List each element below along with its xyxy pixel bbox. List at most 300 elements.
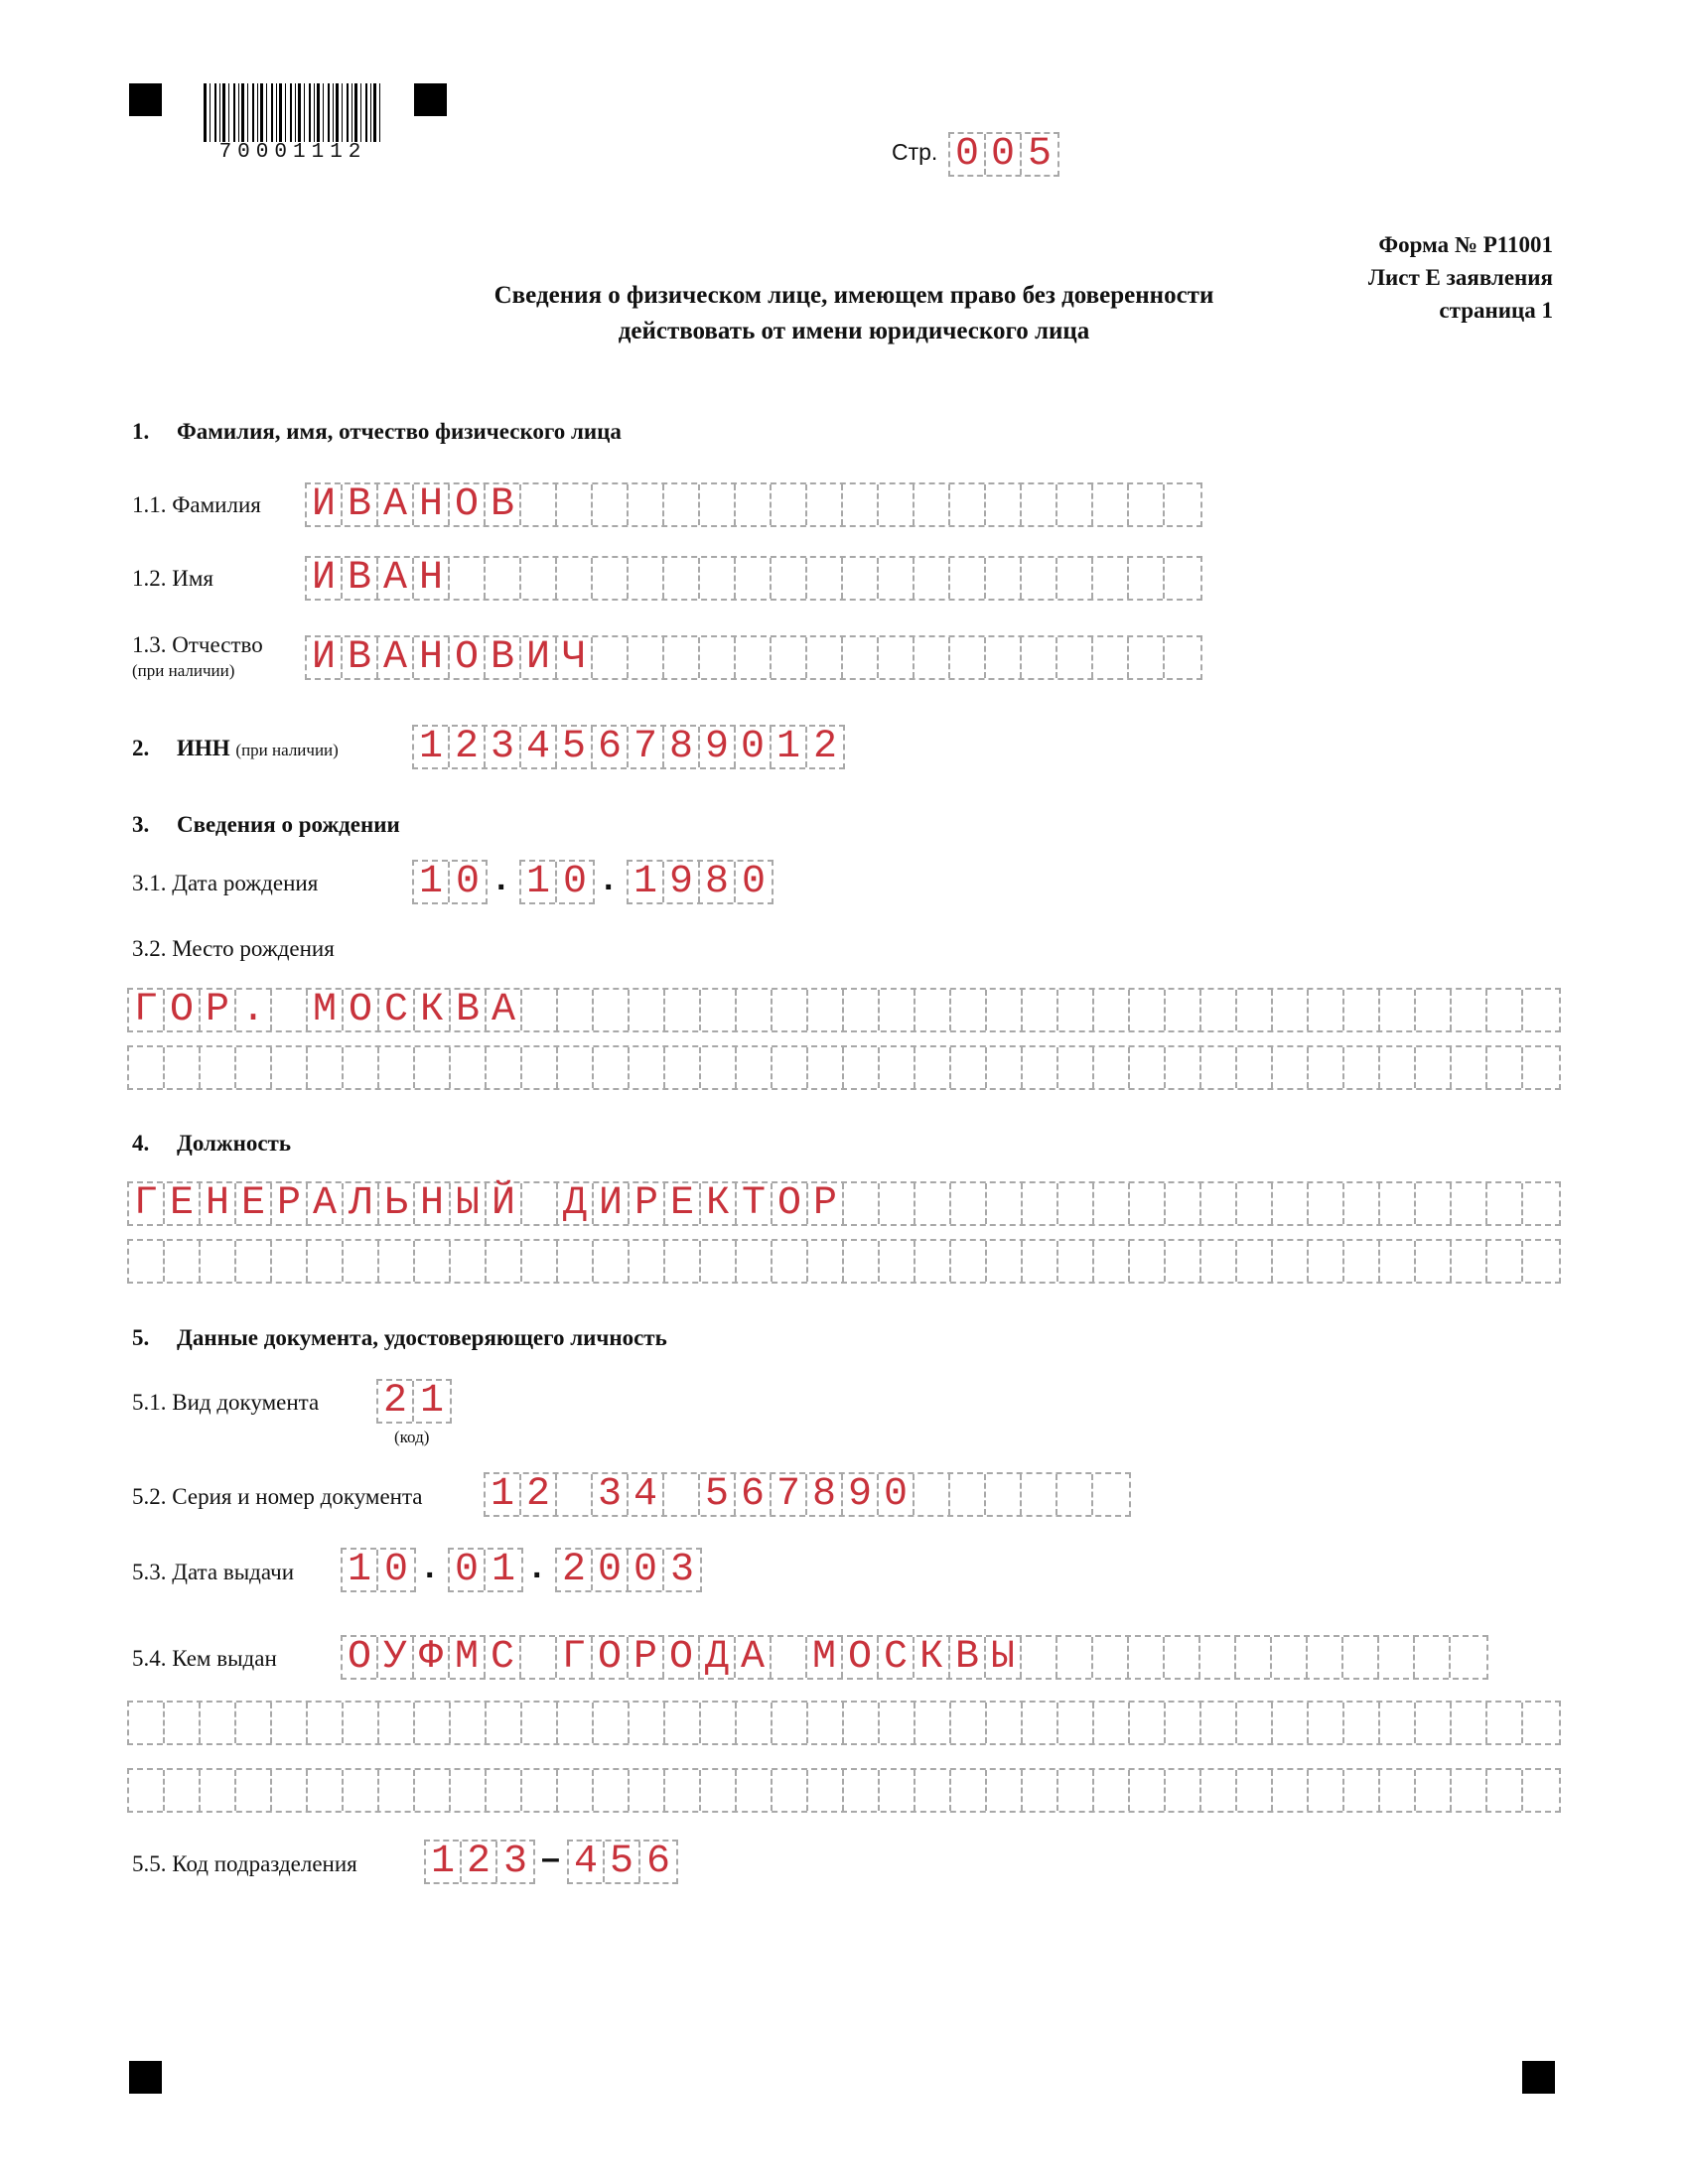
page-number-field[interactable] bbox=[948, 132, 1059, 177]
char-cell bbox=[807, 637, 843, 678]
birth-place-field-line-2[interactable] bbox=[127, 1045, 1561, 1090]
name-field[interactable] bbox=[305, 556, 1202, 601]
char-cell: В bbox=[486, 484, 521, 525]
char-cell: 5 bbox=[605, 1842, 640, 1882]
corner-marker-top-left bbox=[129, 83, 162, 116]
char-cell bbox=[737, 1770, 773, 1811]
date-separator: . bbox=[425, 1548, 435, 1585]
char-cell bbox=[1273, 1241, 1309, 1282]
char-cell bbox=[987, 1703, 1023, 1743]
char-cell bbox=[1093, 558, 1129, 599]
char-cell bbox=[1344, 1047, 1380, 1088]
series-number-field[interactable] bbox=[484, 1472, 1131, 1517]
division-code-label: 5.5. Код подразделения bbox=[132, 1851, 357, 1876]
char-cell bbox=[1022, 1637, 1057, 1678]
division-code-separator: – bbox=[541, 1840, 560, 1877]
char-cell bbox=[843, 484, 879, 525]
char-cell bbox=[522, 1047, 558, 1088]
issue-month-field[interactable] bbox=[448, 1548, 523, 1592]
char-cell bbox=[665, 1703, 701, 1743]
char-cell bbox=[1452, 1241, 1487, 1282]
char-cell bbox=[1523, 1241, 1559, 1282]
char-cell bbox=[1416, 1770, 1452, 1811]
char-cell bbox=[1344, 1183, 1380, 1224]
char-cell: Р bbox=[630, 1183, 665, 1224]
char-cell bbox=[1380, 1183, 1416, 1224]
char-cell: 3 bbox=[486, 727, 521, 767]
char-cell: 1 bbox=[772, 727, 807, 767]
char-cell bbox=[844, 1241, 880, 1282]
char-cell: В bbox=[343, 558, 378, 599]
char-cell bbox=[701, 1241, 737, 1282]
char-cell: К bbox=[914, 1637, 950, 1678]
char-cell: И bbox=[307, 637, 343, 678]
char-cell bbox=[1487, 1047, 1523, 1088]
char-cell bbox=[844, 1183, 880, 1224]
section-2-heading bbox=[132, 736, 339, 761]
char-cell bbox=[379, 1703, 415, 1743]
char-cell bbox=[1058, 1183, 1094, 1224]
char-cell bbox=[129, 1770, 165, 1811]
char-cell bbox=[807, 558, 843, 599]
char-cell bbox=[1023, 1183, 1058, 1224]
char-cell bbox=[451, 1047, 487, 1088]
char-cell bbox=[1023, 1770, 1058, 1811]
char-cell: Г bbox=[557, 1637, 593, 1678]
char-cell bbox=[880, 990, 915, 1030]
char-cell bbox=[915, 990, 951, 1030]
char-cell: 1 bbox=[629, 862, 664, 902]
char-cell bbox=[808, 1703, 844, 1743]
char-cell bbox=[1201, 1183, 1237, 1224]
char-cell bbox=[951, 1241, 987, 1282]
birth-month-field[interactable] bbox=[519, 860, 595, 904]
char-cell bbox=[236, 1770, 272, 1811]
char-cell bbox=[879, 637, 914, 678]
char-cell: 5 bbox=[557, 727, 593, 767]
char-cell: О bbox=[843, 1637, 879, 1678]
char-cell bbox=[1237, 1241, 1273, 1282]
division-code-field-part-2[interactable] bbox=[567, 1840, 678, 1884]
char-cell: 0 bbox=[741, 859, 766, 904]
char-cell bbox=[665, 1047, 701, 1088]
char-cell: 2 bbox=[378, 1381, 414, 1422]
char-cell bbox=[843, 637, 879, 678]
char-cell bbox=[808, 1770, 844, 1811]
char-cell bbox=[915, 1703, 951, 1743]
birth-place-field-line-1[interactable] bbox=[127, 988, 1561, 1032]
char-cell bbox=[1057, 637, 1093, 678]
char-cell bbox=[1309, 990, 1344, 1030]
issue-date-label: 5.3. Дата выдачи bbox=[132, 1560, 295, 1584]
char-cell bbox=[1487, 1183, 1523, 1224]
char-cell bbox=[664, 1474, 700, 1515]
char-cell bbox=[1058, 1241, 1094, 1282]
char-cell: 7 bbox=[629, 727, 664, 767]
patronymic-sublabel: (при наличии) bbox=[132, 661, 235, 680]
char-cell bbox=[1166, 990, 1201, 1030]
char-cell: Д bbox=[700, 1637, 736, 1678]
char-cell bbox=[487, 1047, 522, 1088]
char-cell: 3 bbox=[593, 1474, 629, 1515]
char-cell bbox=[1344, 1241, 1380, 1282]
char-cell bbox=[1201, 990, 1237, 1030]
char-cell bbox=[987, 1183, 1023, 1224]
char-cell: Р bbox=[272, 1183, 308, 1224]
char-cell bbox=[1166, 1770, 1201, 1811]
issued-by-field-line-2[interactable] bbox=[127, 1701, 1561, 1745]
char-cell bbox=[415, 1047, 451, 1088]
inn-field[interactable] bbox=[412, 725, 845, 769]
char-cell bbox=[773, 1770, 808, 1811]
char-cell bbox=[700, 637, 736, 678]
char-cell bbox=[1452, 1770, 1487, 1811]
char-cell bbox=[987, 990, 1023, 1030]
char-cell: Ь bbox=[379, 1183, 415, 1224]
char-cell bbox=[914, 1474, 950, 1515]
char-cell bbox=[880, 1770, 915, 1811]
char-cell bbox=[1201, 1770, 1237, 1811]
char-cell: Н bbox=[414, 637, 450, 678]
char-cell bbox=[1201, 1047, 1237, 1088]
char-cell bbox=[1093, 1637, 1129, 1678]
char-cell bbox=[950, 484, 986, 525]
char-cell bbox=[379, 1047, 415, 1088]
char-cell bbox=[1129, 558, 1165, 599]
char-cell: О bbox=[773, 1183, 808, 1224]
char-cell bbox=[844, 1703, 880, 1743]
char-cell bbox=[629, 637, 664, 678]
char-cell bbox=[593, 637, 629, 678]
char-cell bbox=[1380, 1770, 1416, 1811]
char-cell: 0 bbox=[593, 1550, 629, 1590]
char-cell: А bbox=[378, 558, 414, 599]
char-cell bbox=[1344, 1770, 1380, 1811]
char-cell bbox=[986, 1474, 1022, 1515]
char-cell bbox=[880, 1703, 915, 1743]
char-cell bbox=[951, 1047, 987, 1088]
char-cell bbox=[844, 1770, 880, 1811]
char-cell bbox=[1058, 1770, 1094, 1811]
char-cell bbox=[915, 1183, 951, 1224]
char-cell bbox=[522, 1703, 558, 1743]
char-cell bbox=[665, 1770, 701, 1811]
char-cell bbox=[558, 1703, 594, 1743]
char-cell bbox=[1165, 558, 1200, 599]
series-number-label: 5.2. Серия и номер документа bbox=[132, 1484, 423, 1509]
char-cell bbox=[1452, 990, 1487, 1030]
char-cell bbox=[1415, 1637, 1451, 1678]
char-cell bbox=[487, 1770, 522, 1811]
char-cell bbox=[1237, 1183, 1273, 1224]
char-cell: С bbox=[486, 1637, 521, 1678]
char-cell bbox=[630, 1770, 665, 1811]
char-cell bbox=[1165, 1637, 1200, 1678]
position-field-line-2[interactable] bbox=[127, 1239, 1561, 1284]
char-cell bbox=[1452, 1047, 1487, 1088]
division-code-field-part-1[interactable] bbox=[424, 1840, 535, 1884]
char-cell bbox=[1094, 1047, 1130, 1088]
char-cell bbox=[272, 1703, 308, 1743]
char-cell: С bbox=[879, 1637, 914, 1678]
char-cell bbox=[1094, 1183, 1130, 1224]
char-cell bbox=[593, 484, 629, 525]
char-cell bbox=[773, 1241, 808, 1282]
char-cell bbox=[1487, 990, 1523, 1030]
char-cell: У bbox=[378, 1637, 414, 1678]
birth-year-field[interactable] bbox=[627, 860, 774, 904]
char-cell bbox=[1130, 1241, 1166, 1282]
char-cell bbox=[1416, 1047, 1452, 1088]
char-cell bbox=[558, 990, 594, 1030]
char-cell bbox=[700, 484, 736, 525]
char-cell bbox=[1023, 990, 1058, 1030]
char-cell bbox=[1093, 484, 1129, 525]
char-cell: Е bbox=[236, 1183, 272, 1224]
char-cell: О bbox=[343, 1637, 378, 1678]
char-cell: 0 bbox=[455, 859, 480, 904]
char-cell bbox=[450, 558, 486, 599]
form-header bbox=[1368, 228, 1553, 327]
char-cell: 8 bbox=[807, 1474, 843, 1515]
char-cell bbox=[1166, 1047, 1201, 1088]
char-cell: Ы bbox=[986, 1637, 1022, 1678]
page-title bbox=[407, 278, 1301, 349]
char-cell bbox=[1344, 990, 1380, 1030]
char-cell: 2 bbox=[812, 724, 837, 769]
char-cell bbox=[593, 558, 629, 599]
char-cell bbox=[236, 1047, 272, 1088]
char-cell bbox=[1130, 990, 1166, 1030]
char-cell bbox=[701, 1770, 737, 1811]
char-cell bbox=[1452, 1703, 1487, 1743]
char-cell bbox=[415, 1241, 451, 1282]
char-cell: 2 bbox=[462, 1842, 497, 1882]
char-cell: 4 bbox=[629, 1474, 664, 1515]
char-cell: М bbox=[308, 990, 344, 1030]
char-cell bbox=[950, 558, 986, 599]
char-cell bbox=[1523, 1047, 1559, 1088]
section-title: Должность bbox=[177, 1131, 292, 1156]
char-cell bbox=[594, 1241, 630, 1282]
char-cell bbox=[201, 1770, 236, 1811]
char-cell bbox=[1022, 1474, 1057, 1515]
char-cell bbox=[558, 1241, 594, 1282]
char-cell bbox=[522, 1183, 558, 1224]
char-cell bbox=[736, 484, 772, 525]
char-cell bbox=[629, 558, 664, 599]
char-cell: О bbox=[165, 990, 201, 1030]
char-cell bbox=[1272, 1637, 1308, 1678]
char-cell bbox=[1023, 1047, 1058, 1088]
char-cell: Н bbox=[414, 558, 450, 599]
char-cell: 2 bbox=[450, 727, 486, 767]
char-cell: О bbox=[450, 637, 486, 678]
section-3-heading bbox=[132, 812, 400, 838]
char-cell bbox=[1129, 1637, 1165, 1678]
char-cell bbox=[630, 1047, 665, 1088]
char-cell: 6 bbox=[736, 1474, 772, 1515]
char-cell bbox=[1487, 1703, 1523, 1743]
form-sheet: Лист Е заявления bbox=[1367, 265, 1553, 290]
issue-year-field[interactable] bbox=[555, 1548, 702, 1592]
char-cell: . bbox=[236, 990, 272, 1030]
char-cell bbox=[201, 1047, 236, 1088]
char-cell bbox=[129, 1241, 165, 1282]
char-cell bbox=[1273, 1183, 1309, 1224]
char-cell: Р bbox=[629, 1637, 664, 1678]
issue-day-field[interactable] bbox=[341, 1548, 416, 1592]
char-cell bbox=[522, 1241, 558, 1282]
issued-by-field-line-1[interactable] bbox=[341, 1635, 1488, 1680]
surname-field[interactable] bbox=[305, 482, 1202, 527]
char-cell bbox=[1344, 1703, 1380, 1743]
char-cell: Д bbox=[558, 1183, 594, 1224]
section-number: 4. bbox=[132, 1131, 150, 1156]
char-cell bbox=[1309, 1703, 1344, 1743]
birth-day-field[interactable] bbox=[412, 860, 488, 904]
char-cell: В bbox=[343, 484, 378, 525]
char-cell bbox=[987, 1770, 1023, 1811]
char-cell bbox=[522, 990, 558, 1030]
char-cell bbox=[1416, 990, 1452, 1030]
char-cell bbox=[521, 484, 557, 525]
section-1-heading bbox=[132, 419, 622, 445]
char-cell bbox=[1094, 1703, 1130, 1743]
char-cell bbox=[1380, 990, 1416, 1030]
char-cell: М bbox=[450, 1637, 486, 1678]
char-cell: Ф bbox=[414, 1637, 450, 1678]
char-cell bbox=[379, 1770, 415, 1811]
char-cell bbox=[1093, 637, 1129, 678]
section-number: 3. bbox=[132, 812, 150, 837]
char-cell bbox=[379, 1241, 415, 1282]
char-cell bbox=[664, 484, 700, 525]
char-cell bbox=[557, 1474, 593, 1515]
section-number: 2. bbox=[132, 736, 150, 760]
char-cell bbox=[950, 1474, 986, 1515]
char-cell bbox=[344, 1770, 379, 1811]
char-cell bbox=[1023, 1703, 1058, 1743]
char-cell bbox=[344, 1047, 379, 1088]
char-cell bbox=[1058, 1703, 1094, 1743]
char-cell: В bbox=[950, 1637, 986, 1678]
char-cell: О bbox=[450, 484, 486, 525]
section-title: Данные документа, удостоверяющего личность bbox=[177, 1325, 667, 1350]
char-cell bbox=[165, 1770, 201, 1811]
char-cell bbox=[664, 558, 700, 599]
char-cell bbox=[987, 1047, 1023, 1088]
char-cell bbox=[665, 1241, 701, 1282]
char-cell bbox=[773, 1047, 808, 1088]
char-cell bbox=[451, 1241, 487, 1282]
char-cell bbox=[700, 558, 736, 599]
char-cell bbox=[1343, 1637, 1379, 1678]
char-cell bbox=[522, 1770, 558, 1811]
char-cell: 4 bbox=[521, 727, 557, 767]
issued-by-field-line-3[interactable] bbox=[127, 1768, 1561, 1813]
char-cell: 9 bbox=[664, 862, 700, 902]
char-cell bbox=[951, 1770, 987, 1811]
char-cell bbox=[415, 1703, 451, 1743]
char-cell: О bbox=[664, 1637, 700, 1678]
char-cell bbox=[951, 990, 987, 1030]
char-cell bbox=[308, 1703, 344, 1743]
char-cell bbox=[487, 1241, 522, 1282]
char-cell bbox=[950, 637, 986, 678]
char-cell: Н bbox=[201, 1183, 236, 1224]
char-cell: Ч bbox=[557, 637, 593, 678]
char-cell bbox=[879, 558, 914, 599]
char-cell bbox=[1523, 990, 1559, 1030]
char-cell bbox=[772, 484, 807, 525]
doc-type-label: 5.1. Вид документа bbox=[132, 1390, 320, 1415]
char-cell: В bbox=[486, 637, 521, 678]
char-cell bbox=[986, 484, 1022, 525]
char-cell: 9 bbox=[700, 727, 736, 767]
char-cell: 2 bbox=[521, 1474, 557, 1515]
char-cell bbox=[773, 1703, 808, 1743]
char-cell: 1 bbox=[419, 1378, 444, 1424]
char-cell: 0 bbox=[879, 1474, 914, 1515]
position-field-line-1[interactable] bbox=[127, 1181, 1561, 1226]
date-separator: . bbox=[496, 860, 506, 897]
corner-marker-bottom-left bbox=[129, 2061, 162, 2094]
char-cell bbox=[737, 1703, 773, 1743]
char-cell bbox=[808, 1241, 844, 1282]
doc-type-field[interactable] bbox=[376, 1379, 452, 1424]
section-number: 1. bbox=[132, 419, 150, 444]
char-cell bbox=[880, 1047, 915, 1088]
char-cell: О bbox=[344, 990, 379, 1030]
char-cell bbox=[165, 1047, 201, 1088]
char-cell: 0 bbox=[383, 1547, 408, 1592]
char-cell bbox=[594, 1047, 630, 1088]
char-cell: И bbox=[307, 558, 343, 599]
char-cell bbox=[1308, 1637, 1343, 1678]
char-cell bbox=[1166, 1703, 1201, 1743]
char-cell: Н bbox=[415, 1183, 451, 1224]
char-cell bbox=[486, 558, 521, 599]
char-cell: 2 bbox=[557, 1550, 593, 1590]
char-cell bbox=[701, 1703, 737, 1743]
char-cell bbox=[1451, 1637, 1486, 1678]
char-cell: 3 bbox=[502, 1839, 527, 1884]
char-cell bbox=[737, 1047, 773, 1088]
section-number: 5. bbox=[132, 1325, 150, 1350]
section-title: Сведения о рождении bbox=[177, 812, 400, 837]
char-cell bbox=[415, 1770, 451, 1811]
char-cell: 0 bbox=[950, 134, 986, 175]
patronymic-field[interactable] bbox=[305, 635, 1202, 680]
char-cell bbox=[630, 990, 665, 1030]
char-cell bbox=[521, 558, 557, 599]
char-cell bbox=[772, 558, 807, 599]
char-cell: 8 bbox=[700, 862, 736, 902]
char-cell bbox=[557, 484, 593, 525]
barcode-digits: 70001112 bbox=[204, 142, 382, 164]
char-cell bbox=[1416, 1183, 1452, 1224]
char-cell bbox=[1057, 484, 1093, 525]
char-cell: 7 bbox=[772, 1474, 807, 1515]
char-cell bbox=[451, 1703, 487, 1743]
char-cell bbox=[843, 558, 879, 599]
char-cell bbox=[1273, 1770, 1309, 1811]
char-cell bbox=[201, 1703, 236, 1743]
section-5-heading bbox=[132, 1325, 667, 1351]
char-cell: Р bbox=[201, 990, 236, 1030]
char-cell bbox=[664, 637, 700, 678]
